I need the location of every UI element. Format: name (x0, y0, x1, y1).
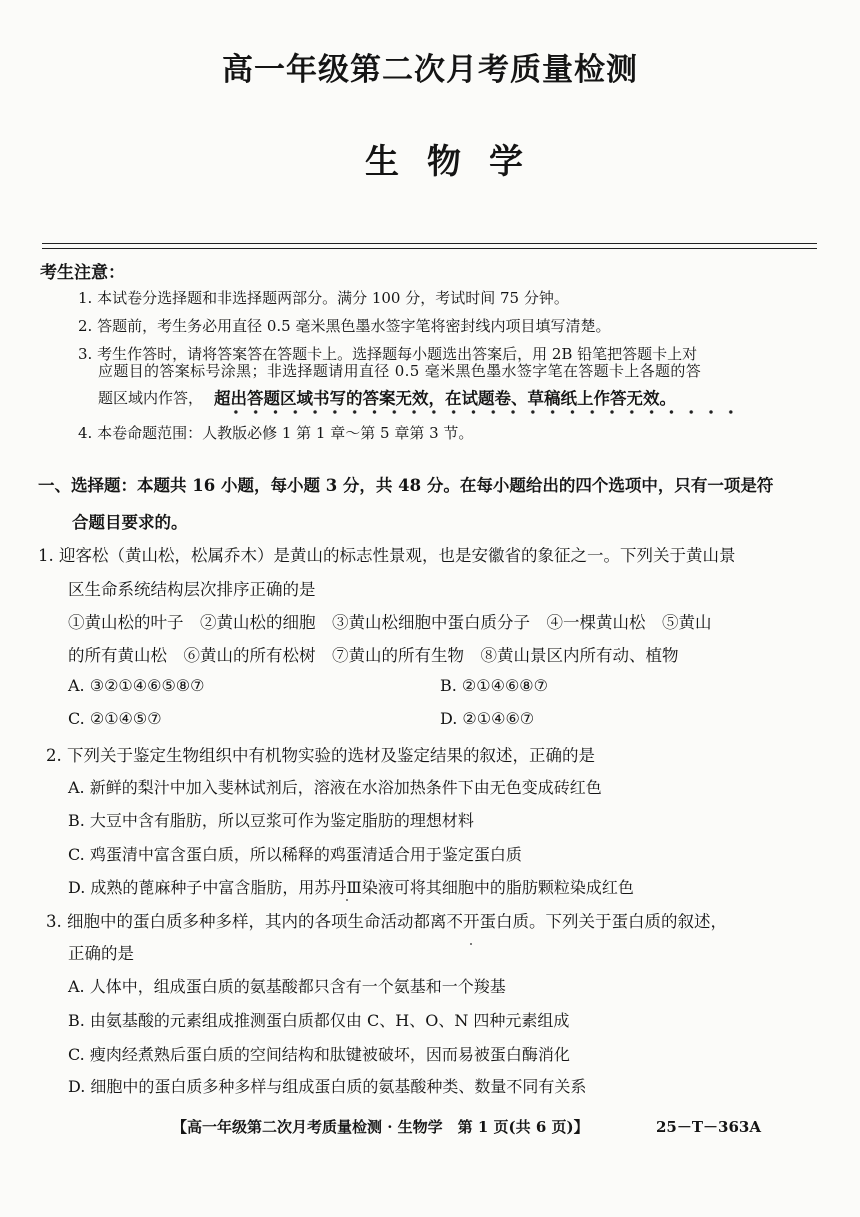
q1-option-d[interactable]: D. ②①④⑥⑦ (440, 709, 535, 728)
section-heading-cont: 合题目要求的。 (72, 513, 188, 532)
q1-items-line2: 的所有黄山松 ⑥黄山的所有松树 ⑦黄山的所有生物 ⑧黄山景区内所有动、植物 (68, 646, 679, 665)
q1-stem: 1. 迎客松（黄山松，松属乔木）是黄山的标志性景观，也是安徽省的象征之一。下列关于黄山景 (38, 546, 736, 565)
q2-option-d[interactable]: D. 成熟的蓖麻种子中富含脂肪，用苏丹Ⅲ染液可将其细胞中的脂肪颗粒染成红色 (68, 878, 634, 897)
notice-heading: 考生注意： (40, 263, 125, 283)
q1-option-c[interactable]: C. ②①④⑤⑦ (68, 709, 162, 728)
q2-option-c[interactable]: C. 鸡蛋清中富含蛋白质，所以稀释的鸡蛋清适合用于鉴定蛋白质 (68, 845, 522, 864)
scan-speck (346, 899, 348, 901)
notice-item-2: 2. 答题前，考生务必用直径 0.5 毫米黑色墨水签字笔将密封线内项目填写清楚。 (78, 317, 611, 335)
notice-emphasis: 超出答题区域书写的答案无效，在试题卷、草稿纸上作答无效。 (214, 389, 676, 408)
header-rule-bottom (42, 248, 817, 249)
scan-speck (470, 943, 472, 945)
emphasis-dots (226, 409, 736, 415)
q2-stem: 2. 下列关于鉴定生物组织中有机物实验的选材及鉴定结果的叙述，正确的是 (46, 746, 595, 765)
section-heading: 一、选择题：本题共 16 小题，每小题 3 分，共 48 分。在每小题给出的四个选项中，只有一项是符 (38, 476, 774, 495)
exam-code: 25－T－363A (656, 1118, 761, 1136)
q2-option-b[interactable]: B. 大豆中含有脂肪，所以豆浆可作为鉴定脂肪的理想材料 (68, 811, 474, 830)
notice-item-1: 1. 本试卷分选择题和非选择题两部分。满分 100 分，考试时间 75 分钟。 (78, 289, 569, 307)
q3-option-d[interactable]: D. 细胞中的蛋白质多种多样与组成蛋白质的氨基酸种类、数量不同有关系 (68, 1077, 587, 1096)
q3-option-a[interactable]: A. 人体中，组成蛋白质的氨基酸都只含有一个氨基和一个羧基 (68, 977, 506, 996)
q3-stem: 3. 细胞中的蛋白质多种多样，其内的各项生命活动都离不开蛋白质。下列关于蛋白质的叙述， (46, 912, 727, 931)
q3-option-b[interactable]: B. 由氨基酸的元素组成推测蛋白质都仅由 C、H、O、N 四种元素组成 (68, 1011, 570, 1030)
q1-stem-cont: 区生命系统结构层次排序正确的是 (68, 580, 316, 599)
notice-item-3-cont2: 题区域内作答， (98, 389, 204, 407)
subject-title: 生物学 (365, 142, 551, 182)
page-footer: 【高一年级第二次月考质量检测 · 生物学 第 1 页(共 6 页)】 (172, 1118, 589, 1136)
q1-option-a[interactable]: A. ③②①④⑥⑤⑧⑦ (68, 676, 205, 695)
q1-items-line1: ①黄山松的叶子 ②黄山松的细胞 ③黄山松细胞中蛋白质分子 ④一棵黄山松 ⑤黄山 (68, 613, 712, 632)
q1-option-b[interactable]: B. ②①④⑥⑧⑦ (440, 676, 548, 695)
notice-item-3-cont: 应题目的答案标号涂黑；非选择题请用直径 0.5 毫米黑色墨水签字笔在答题卡上各题的答 (98, 362, 702, 380)
notice-item-4: 4. 本卷命题范围：人教版必修 1 第 1 章～第 5 章第 3 节。 (78, 424, 474, 442)
q3-stem-cont: 正确的是 (68, 944, 134, 963)
header-rule-top (42, 243, 817, 244)
q3-option-c[interactable]: C. 瘦肉经煮熟后蛋白质的空间结构和肽键被破坏，因而易被蛋白酶消化 (68, 1045, 570, 1064)
q2-option-a[interactable]: A. 新鲜的梨汁中加入斐林试剂后，溶液在水浴加热条件下由无色变成砖红色 (68, 778, 602, 797)
notice-item-3: 3. 考生作答时，请将答案答在答题卡上。选择题每小题选出答案后，用 2B 铅笔把答题卡上对 (78, 345, 698, 363)
exam-title: 高一年级第二次月考质量检测 (222, 52, 638, 88)
